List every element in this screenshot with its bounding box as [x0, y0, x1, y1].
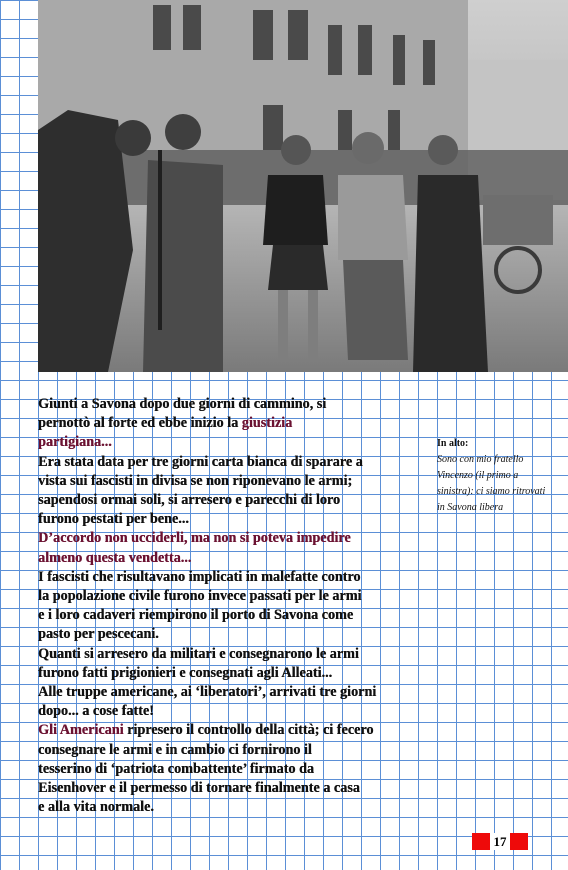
text-line-11: la popolazione civile furono invece passati per le armi — [38, 588, 362, 605]
caption-title: In alto: — [437, 438, 469, 449]
caption-line-2: Vincenzo (il primo a — [437, 470, 519, 481]
page-number: 17 — [490, 833, 510, 850]
page-marker-left — [472, 833, 490, 850]
text-line-10: I fascisti che risultavano implicati in malefatte contro — [38, 568, 361, 585]
text-line-19: consegnare le armi e in cambio ci fornirono il — [38, 741, 312, 758]
page-number-marker — [472, 833, 528, 850]
text-line-7: furono pestati per bene... — [38, 511, 189, 528]
text-line-16: Alle truppe americane, ai ‘liberatori’, arrivati tre giorni — [38, 684, 377, 701]
photo-image — [38, 0, 568, 372]
photo-caption — [437, 436, 567, 516]
text-line-2 — [38, 414, 418, 433]
text-line-13: pasto per pescecani. — [38, 626, 159, 643]
text-line-3: partigiana... — [38, 434, 112, 451]
text-line-4: Era stata data per tre giorni carta bianca di sparare a — [38, 453, 363, 470]
text-line-18 — [38, 721, 418, 740]
caption-line-4: in Savona libera — [437, 502, 504, 513]
text-line-14: Quanti si arresero da militari e consegnarono le armi — [38, 645, 359, 662]
text-line-1: Giunti a Savona dopo due giorni di cammino, si — [38, 396, 327, 412]
caption-line-3: sinistra): ci siamo ritrovati — [437, 486, 546, 497]
text-line-21: Eisenhover e il permesso di tornare finalmente a casa — [38, 780, 360, 797]
partisans-photo — [38, 0, 568, 372]
page-marker-right — [510, 833, 528, 850]
text-line-15: furono fatti prigionieri e consegnati agli Alleati... — [38, 664, 333, 681]
text-line-5: vista sui fascisti in divisa se non riponevano le armi; — [38, 472, 353, 489]
main-body-text — [38, 395, 418, 817]
text-line-12: e i loro cadaveri riempirono il porto di Savona come — [38, 607, 354, 624]
text-line-20: tesserino di ‘patriota combattente’ firmato da — [38, 760, 314, 777]
text-line-8: D’accordo non ucciderli, ma non si poteva impedire — [38, 530, 351, 547]
text-line-9: almeno questa vendetta... — [38, 549, 192, 566]
text-line-2-start: pernottò al forte ed ebbe inizio la — [38, 415, 242, 432]
text-line-22: e alla vita normale. — [38, 799, 154, 816]
caption-line-1: Sono con mio fratello — [437, 454, 524, 465]
text-line-2-highlight: giustizia — [241, 415, 293, 432]
text-line-17: dopo... a cose fatte! — [38, 703, 154, 720]
text-line-18-rest: ripresero il controllo della città; ci fecero — [123, 722, 374, 739]
text-line-18-highlight: Gli Americani — [38, 722, 124, 739]
text-line-6: sapendosi ormai soli, si arresero e parecchi di loro — [38, 492, 340, 509]
